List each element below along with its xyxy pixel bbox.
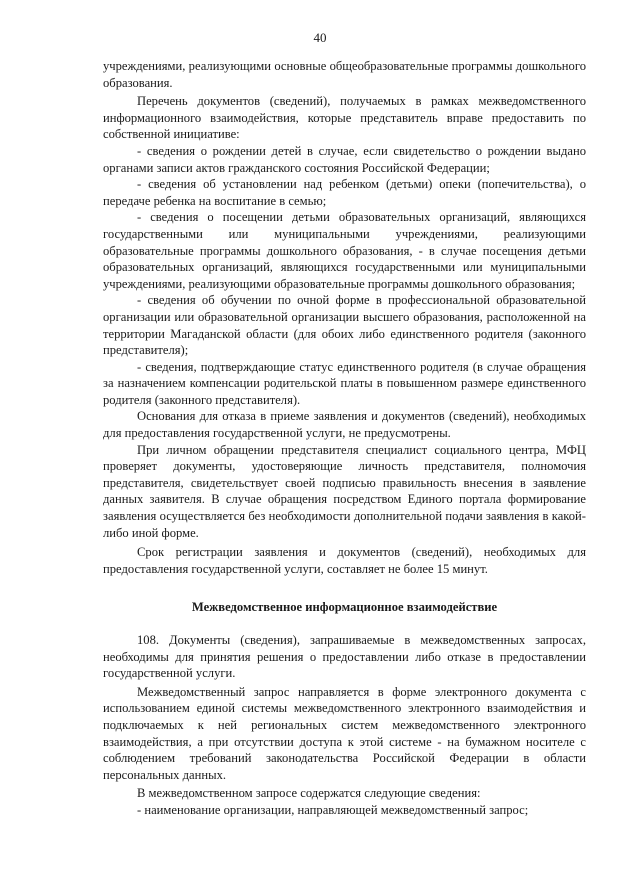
paragraph-documents-list-intro: Перечень документов (сведений), получаемых в рамках межведомственного информационного взаимодействия, которые представитель вправе предоставить по собственной инициативе: <box>103 94 586 142</box>
list-item-organization-name: - наименование организации, направляющей межведомственный запрос; <box>137 802 529 817</box>
paragraph-no-refusal-grounds: Основания для отказа в приеме заявления и документов (сведений), необходимых для предоставления государственной услуги, не предусмотрены. <box>103 409 586 441</box>
list-item-full-time-education-info: - сведения об обучении по очной форме в профессиональной образовательной организации или образовательной организации высшего образования, расположенной на территории Магаданской области (для обоих либо единственного родителя (законного представителя); <box>103 293 586 358</box>
list-item-guardianship-info: - сведения об установлении над ребенком (детьми) опеки (попечительства), о передаче ребенка на воспитание в семью; <box>103 177 586 208</box>
paragraph-108: 108. Документы (сведения), запрашиваемые в межведомственных запросах, необходимы для принятия решения о предоставлении либо отказе в предоставлении государственной услуги. <box>103 633 586 681</box>
page-number: 40 <box>313 30 327 45</box>
paragraph-continuation: учреждениями, реализующими основные общеобразовательные программы дошкольного образования. <box>103 59 586 90</box>
list-item-school-attendance-info: - сведения о посещении детьми образовательных организаций, являющихся государственными или муниципальными учреждениями, реализующими образовательные программы дошкольного образования, - в случае посещения детьми образовательных организаций, являющихся государственными или муниципальными учреждениями, реализующими образовательные программы дошкольного образования; <box>103 210 586 291</box>
paragraph-request-contents-intro: В межведомственном запросе содержатся следующие сведения: <box>137 786 481 801</box>
section-title: Межведомственное информационное взаимодействие <box>191 600 498 615</box>
paragraph-personal-visit: При личном обращении представителя специалист социального центра, МФЦ проверяет документы, удостоверяющие личность представителя, полномочия представителя, свидетельствует своей подписью правильность внесения в заявление данных заявителя. В случае обращения посредством Единого портала формирование заявления осуществляется без необходимости дополнительной подачи заявления в какой-либо иной форме. <box>103 442 586 540</box>
document-body <box>103 58 586 819</box>
list-item-birth-info: - сведения о рождении детей в случае, если свидетельство о рождении выдано органами записи актов гражданского состояния Российской Федерации; <box>103 143 586 175</box>
list-item-single-parent-status: - сведения, подтверждающие статус единственного родителя (в случае обращения за назначением компенсации родительской платы в повышенном размере единственного родителя (законного представителя). <box>103 359 586 407</box>
paragraph-registration-term: Срок регистрации заявления и документов (сведений), необходимых для предоставления государственной услуги, составляет не более 15 минут. <box>103 545 586 576</box>
paragraph-interagency-request-form: Межведомственный запрос направляется в форме электронного документа с использованием единой системы межведомственного электронного взаимодействия и подключаемых к ней региональных систем межведомственного электронного взаимодействия, а при отсутствии доступа к этой системе - на бумажном носителе с соблюдением требований законодательства Российской Федерации в области персональных данных. <box>103 684 586 782</box>
